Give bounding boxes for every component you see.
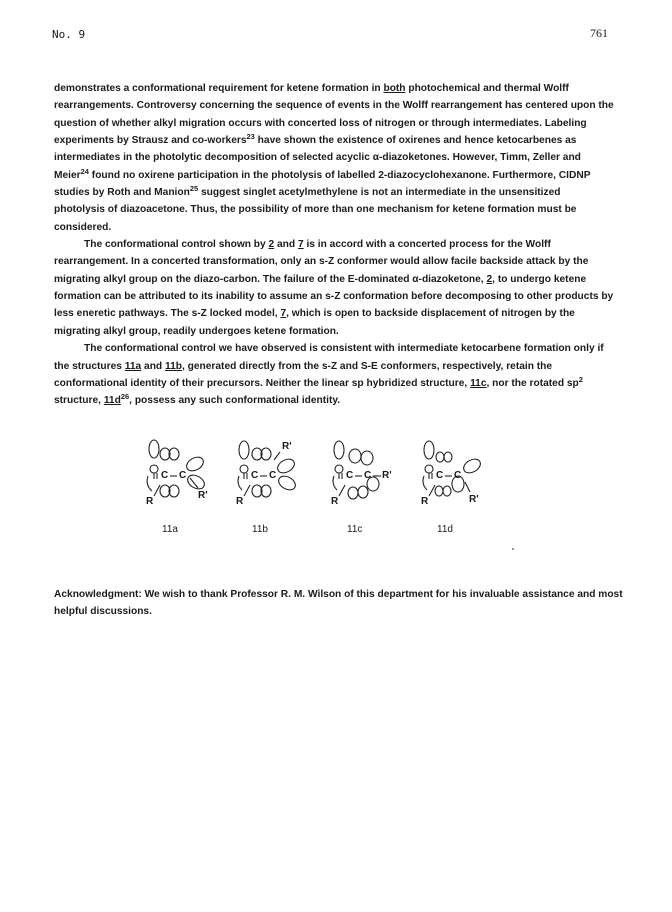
carbon-label: C: [364, 470, 372, 481]
compound-ref: 7: [280, 308, 287, 320]
substituent-top: R': [282, 441, 292, 452]
compound-ref: 11b: [164, 360, 182, 372]
carbon-label: C: [269, 470, 277, 481]
text-run: , possess any such conformational identity.: [129, 395, 341, 407]
text-run: and: [274, 239, 298, 251]
compound-ref: 7: [297, 239, 304, 251]
text-run: structure,: [54, 395, 104, 407]
structure-11b: [230, 438, 310, 538]
reference-superscript: 2: [578, 374, 583, 384]
text-run: , nor the rotated sp: [486, 377, 579, 389]
structure-11d: [415, 438, 495, 538]
compound-ref: 11c: [470, 377, 487, 389]
carbon-label: C: [346, 470, 354, 481]
compound-ref: 11a: [124, 360, 142, 372]
text-run: , to undergo ketene formation can be attributed to its inability to assume an s-Z conformation before decomposing to other products by less eneretic pathways. The s-Z locked model,: [54, 273, 614, 320]
paragraph-2: [54, 236, 614, 340]
structure-label: 11b: [252, 524, 268, 535]
text-run: found no oxirene participation in the photolysis of labelled 2-diazocyclohexanone. Furthermore, CIDNP studies by Roth and Manion: [54, 169, 591, 199]
substituent-left: R: [421, 496, 429, 507]
page-header: [52, 28, 608, 44]
compound-ref: 11d: [103, 395, 121, 407]
reference-superscript: 26: [120, 392, 130, 402]
acknowledgment: [54, 586, 624, 621]
text-run: The conformational control we have observed is consistent with intermediate ketocarbene formation only if the structures: [54, 343, 604, 372]
structure-label: 11a: [162, 524, 178, 535]
text-run: photochemical and thermal Wolff rearrangements. Controversy concerning the sequence of events in the Wolff rearrangement has centered upon the question of whether alkyl migration occurs with concerted loss of nitrogen or through intermediates. Labeling experiments by Strausz and co-workers: [54, 83, 614, 147]
text-run: have shown the existence of oxirenes and hence ketocarbenes as intermediates in the photolytic decomposition of selected acyclic α-diazoketones. However, Timm, Zeller and Meier: [54, 135, 581, 181]
carbon-label: C: [454, 470, 462, 481]
structure-label: 11d: [437, 524, 453, 535]
carbon-label: C: [436, 470, 444, 481]
substituent-right: R': [469, 494, 479, 505]
carbon-label: C: [161, 470, 169, 481]
carbon-label: C: [179, 470, 187, 481]
compound-ref: 2: [268, 239, 275, 251]
paragraph-1: [54, 80, 614, 236]
text-run: , which is open to backside displacement of nitrogen by the migrating alkyl group, readily undergoes ketene formation.: [54, 308, 575, 337]
structure-11a: [140, 438, 220, 538]
text-run: demonstrates a conformational requirement for ketene formation in: [54, 83, 384, 94]
substituent-left: R: [236, 496, 244, 507]
text-run: The conformational control shown by: [84, 239, 269, 251]
body-text: [54, 80, 614, 410]
compound-ref: both: [383, 83, 406, 94]
orbital-figure: [140, 438, 500, 548]
substituent-right: R': [382, 470, 392, 481]
text-run: is in accord with a concerted process for the Wolff rearrangement. In a concerted transformation, only an s-Z conformer would allow facile backside attack by the migrating alkyl group on the diazo-carbon. The failure of the E-dominated α-diazoketone,: [54, 239, 589, 285]
reference-superscript: 24: [80, 166, 89, 176]
reference-superscript: 25: [189, 184, 199, 194]
reference-superscript: 23: [246, 132, 255, 142]
scan-speck: [512, 548, 514, 550]
substituent-right: R': [198, 490, 208, 501]
structure-11c: [325, 438, 405, 538]
carbon-label: C: [251, 470, 259, 481]
text-run: , generated directly from the s-Z and S-E conformers, respectively, retain the conformational identity of their precursors. Neither the linear sp hybridized structure,: [54, 360, 553, 389]
issue-number: No. 9: [52, 28, 86, 41]
text-run: suggest singlet acetylmethylene is not an intermediate in the unsensitized photolysis of diazoacetone. Thus, the possibility of more than one mechanism for ketene formation must be considered.: [54, 187, 577, 233]
page-number: 761: [590, 26, 608, 40]
structure-label: 11c: [347, 524, 363, 535]
acknowledgment-text: Acknowledgment: We wish to thank Professor R. M. Wilson of this department for his invaluable assistance and most helpful discussions.: [54, 589, 623, 618]
paragraph-3: [54, 340, 614, 409]
text-run: and: [141, 360, 165, 372]
compound-ref: 2: [486, 273, 493, 285]
substituent-left: R: [331, 496, 339, 507]
substituent-left: R: [146, 496, 154, 507]
